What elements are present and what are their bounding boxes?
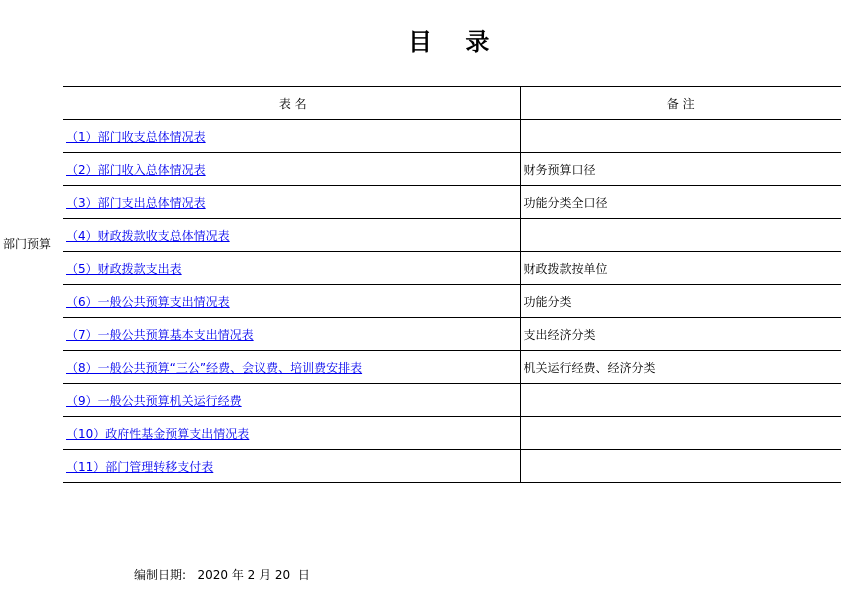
toc-link-6[interactable]: （6）一般公共预算支出情况表	[66, 294, 230, 309]
toc-note-4	[520, 219, 841, 252]
table-row	[63, 351, 841, 384]
toc-note-5: 财政拨款按单位	[520, 252, 841, 285]
table-row	[63, 153, 841, 186]
toc-link-3[interactable]: （3）部门支出总体情况表	[66, 195, 206, 210]
toc-note-9	[520, 384, 841, 417]
toc-link-4[interactable]: （4）财政拨款收支总体情况表	[66, 228, 230, 243]
header-note: 备 注	[520, 87, 841, 120]
table-row	[63, 285, 841, 318]
toc-link-2[interactable]: （2）部门收入总体情况表	[66, 162, 206, 177]
toc-note-7: 支出经济分类	[520, 318, 841, 351]
toc-link-11[interactable]: （11）部门管理转移支付表	[66, 459, 214, 474]
toc-link-5[interactable]: （5）财政拨款支出表	[66, 261, 182, 276]
toc-link-1[interactable]: （1）部门收支总体情况表	[66, 129, 206, 144]
toc-link-7[interactable]: （7）一般公共预算基本支出情况表	[66, 327, 254, 342]
table-row	[63, 186, 841, 219]
header-name: 表 名	[63, 87, 520, 120]
page-title: 目 录	[408, 28, 490, 56]
table-row	[63, 252, 841, 285]
toc-note-11	[520, 450, 841, 483]
table-row	[63, 417, 841, 450]
section-label: 部门预算	[3, 237, 52, 251]
table-row	[63, 450, 841, 483]
compile-date: 编制日期: 2020 年 2 月 20 日	[134, 568, 310, 582]
table-header-row	[63, 87, 841, 120]
toc-note-3: 功能分类全口径	[520, 186, 841, 219]
toc-note-8: 机关运行经费、经济分类	[520, 351, 841, 384]
table-row	[63, 384, 841, 417]
table-row	[63, 120, 841, 153]
toc-link-9[interactable]: （9）一般公共预算机关运行经费	[66, 393, 242, 408]
toc-note-10	[520, 417, 841, 450]
toc-link-10[interactable]: （10）政府性基金预算支出情况表	[66, 426, 250, 441]
table-row	[63, 219, 841, 252]
toc-table	[63, 86, 841, 483]
toc-link-8[interactable]: （8）一般公共预算“三公”经费、会议费、培训费安排表	[66, 360, 363, 375]
toc-note-1	[520, 120, 841, 153]
table-row	[63, 318, 841, 351]
toc-note-2: 财务预算口径	[520, 153, 841, 186]
toc-note-6: 功能分类	[520, 285, 841, 318]
